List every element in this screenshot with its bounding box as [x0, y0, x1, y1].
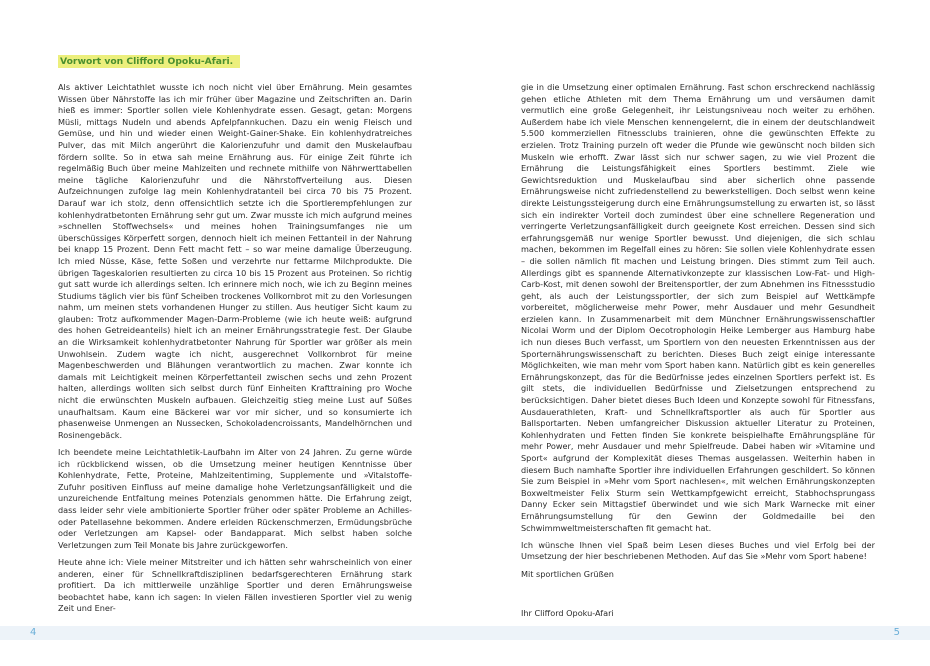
body-paragraph: Ich beendete meine Leichtathletik-Laufbahn im Alter von 24 Jahren. Zu gerne würde ich rückblickend wissen, ob die Umsetzung meiner heutigen Kenntnisse über Kohlenhydrate, Fette, Proteine, Mahlzeitentiming, Supplemente und »Vitalstoffe-Zufuhr positiven Einfluss auf meine damalige hohe Verletzungsanfälligkeit und die unzureichende Entfaltung meines Potenzials genommen hätte. Die Erfahrung zeigt, dass leider sehr viele ambitionierte Sportler früher oder später Probleme an Achilles- oder Patellasehne bekommen. Andere erleiden Rückenschmerzen, Ermüdungsbrüche oder Verletzungen am Kapsel- oder Bandapparat. Mich selbst haben solche Verletzungen zum Teil Monate bis Jahre zurückgeworfen.	[58, 447, 412, 550]
body-paragraph: Als aktiver Leichtathlet wusste ich noch nicht viel über Ernährung. Mein gesamtes Wissen über Nährstoffe las ich mir früher über Magazine und Zeitschriften an. Darin hieß es immer: Sportler sollen viele Kohlenhydrate essen. Gesagt, getan: Morgens Müsli, mittags Nudeln und abends Apfelpfannkuchen. Dazu ein wenig Fleisch und Gemüse, und hin und wieder einen Weight-Gainer-Shake. Ein kohlenhydratreiches Pulver, das mit Milch angerührt die Kalorienzufuhr und damit den Muskelaufbau fördern sollte. So in etwa sah meine Ernährung aus. Für einige Zeit führte ich regelmäßig Buch über meine Mahlzeiten und rechnete mithilfe von Nährwerttabellen meine tägliche Kalorienzufuhr und die Nährstoffverteilung aus. Diesen Aufzeichnungen zufolge lag mein Kohlenhydratanteil bei circa 70 bis 75 Prozent. Darauf war ich stolz, denn offensichtlich setzte ich die Sportlerempfehlungen zur kohlenhydratbetonten Ernährung sehr gut um. Zwar musste ich mich aufgrund meines »schnellen Stoffwechsels« und meines hohen Trainingsumfanges nie um überschüssiges Körperfett sorgen, dennoch hielt ich meinen Fettanteil in der Nahrung bei knapp 15 Prozent. Denn Fett macht fett – so war meine damalige Überzeugung. Ich mied Nüsse, Käse, fette Soßen und verzehrte nur fettarme Milchprodukte. Die übrigen Tageskalorien resultierten zu circa 10 bis 15 Prozent aus Proteinen. So richtig gut satt wurde ich allerdings selten. Ich erinnere mich noch, wie ich zu Beginn meines Studiums täglich vier bis fünf Scheiben trockenes Vollkornbrot mit zu den Vorlesungen nahm, um meinen stets vorhandenen Hunger zu stillen. Aus heutiger Sicht kaum zu glauben: Trotz aufkommender Magen-Darm-Probleme (wie ich heute weiß: aufgrund des hohen Getreideanteils) hielt ich an meiner Ernährungsstrategie fest. Der Glaube an die Wirksamkeit kohlenhydratbetonter Nahrung für Sportler war größer als mein Unwohlsein. Zudem wagte ich nicht, ausgerechnet Vollkornbrot für meine Magenbeschwerden und Blähungen verantwortlich zu machen. Zwar konnte ich damals mit Leichtigkeit meinen Körperfettanteil zwischen sechs und zehn Prozent halten, allerdings wollten sich selbst durch fünf Einheiten Krafttraining pro Woche nicht die erwünschten Muskeln aufbauen. Gleichzeitig stieg meine Lust auf Süßes unaufhaltsam. Kaum eine Bäckerei war vor mir sicher, und so konsumierte ich phasenweise Unmengen an Nussecken, Schokoladencroissants, Mandelhörnchen und Rosinengebäck.	[58, 82, 412, 440]
right-text-column	[521, 82, 875, 625]
right-page	[465, 0, 930, 666]
body-paragraph: Heute ahne ich: Viele meiner Mitstreiter und ich hätten sehr wahrscheinlich von einer anderen, einer für Schnellkraftdisziplinen bedarfsgerechteren Ernährung stark profitiert. Da ich mittlerweile unzählige Sportler und deren Ernährungsweise beobachtet habe, kann ich sagen: In vielen Fällen investieren Sportler viel zu wenig Zeit und Ener-	[58, 556, 412, 614]
body-paragraph: gie in die Umsetzung einer optimalen Ernährung. Fast schon erschreckend nachlässig gehen etliche Athleten mit dem Thema Ernährung um und versäumen damit vermutlich eine große Gelegenheit, ihr Leistungsniveau noch weiter zu erhöhen. Außerdem habe ich viele Menschen kennengelernt, die in einem der deutschlandweit 5.500 kommerziellen Fitnessclubs trainieren, ohne die gewünschten Effekte zu erzielen. Trotz Training purzeln oft weder die Pfunde wie gewünscht noch bilden sich Muskeln wie erhofft. Zwar lässt sich nur schwer sagen, zu wie viel Prozent die Ernährung die Leistungsfähigkeit eines Sportlers bestimmt. Ziele wie Gewichtsreduktion und Muskelaufbau sind aber sicherlich ohne passende Ernährungsweise nicht zufriedenstellend zu bewerkstelligen. Doch selbst wenn keine direkte Leistungssteigerung durch eine Ernährungsumstellung zu erwarten ist, so lässt sich ein indirekter Vorteil doch zumindest über eine schnellere Regeneration und verringerte Verletzungsanfälligkeit durch geeignete Kost erreichen. Dessen sind sich erfahrungsgemäß nur wenige Sportler bewusst. Und diejenigen, die sich schlau machen, bekommen im Regelfall eines zu hören: Sie sollen viele Kohlenhydrate essen – die sollen nämlich fit machen und Leistung bringen. Dies stimmt zum Teil auch. Allerdings gibt es spannende Alternativkonzepte zur klassischen Low-Fat- und High-Carb-Kost, mit denen sowohl der Breitensportler, der zum Abnehmen ins Fitnessstudio geht, als auch der Leistungssportler, der sich zum Beispiel auf Wettkämpfe vorbereitet, möglicherweise mehr Power, mehr Ausdauer und mehr Gesundheit erzielen kann. In Zusammenarbeit mit dem Münchner Ernährungswissenschaftler Nicolai Worm und der Diplom Oecotrophologin Heike Lemberger aus Hamburg habe ich nun dieses Buch verfasst, um Sportlern von den neuesten Erkenntnissen aus der Sporternährungswissenschaft zu berichten. Dieses Buch zeigt einige interessante Möglichkeiten, wie man mehr vom Sport haben kann. Natürlich gibt es kein generelles Ernährungskonzept, das für die Bedürfnisse jedes einzelnen Sportlers perfekt ist. Es gilt stets, die individuellen Bedürfnisse und Zielsetzungen entsprechend zu berücksichtigen. Daher bietet dieses Buch Ideen und Konzepte sowohl für Fitnessfans, Ausdauerathleten, Kraft- und Schnellkraftsportler als auch für Sportler aus Ballsportarten. Neben umfangreicher Diskussion aktueller Literatur zu Proteinen, Kohlenhydraten und Fetten finden Sie konkrete beispielhafte Ernährungspläne für mehr Power, mehr Ausdauer und mehr Spielfreude. Dabei haben wir »Vitamine und Sport« aufgrund der Komplexität dieses Themas ausgelassen. Weiterhin haben in diesem Buch namhafte Sportler ihre individuellen Erfahrungen geschildert. So können Sie zum Beispiel in »Mehr vom Sport nachlesen«, mit welchen Ernährungskonzepten Boxweltmeister Felix Sturm sein Wettkampfgewicht erreicht, Stabhochsprungass Danny Ecker sein Mittagstief überwindet und wie sich Mark Warnecke mit einer Ernährungsumstellung für den Gewinn der Goldmedaille bei den Schwimmweltmeisterschaften fit gemacht hat.	[521, 82, 875, 533]
page-number-left: 4	[30, 627, 37, 638]
preface-heading: Vorwort von Clifford Opoku-Afari.	[58, 55, 240, 68]
footer-bar-left	[0, 626, 465, 640]
signature-line: Ihr Clifford Opoku-Afari	[521, 608, 614, 619]
page-number-right: 5	[893, 627, 900, 638]
body-paragraph: Ich wünsche Ihnen viel Spaß beim Lesen dieses Buches und viel Erfolg bei der Umsetzung der hier beschriebenen Methoden. Auf das Sie »Mehr vom Sport habene!	[521, 539, 875, 562]
footer-bar-right	[465, 626, 930, 640]
left-text-column	[58, 82, 412, 621]
closing-line: Mit sportlichen Grüßen	[521, 568, 614, 579]
